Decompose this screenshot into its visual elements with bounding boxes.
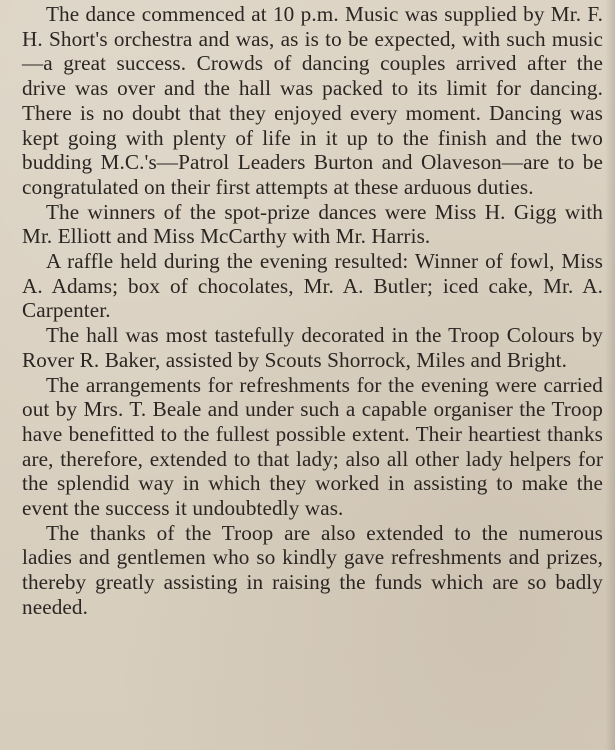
paragraph-refreshments: The arrangements for refreshments for the evening were carried out by Mrs. T. Beale and under such a capable organiser the Troop have benefitted to the fullest possible extent. Their heartiest thanks are, therefore, extended to that lady; also all other lady helpers for the splendid way in which they worked in assisting to make the event the success it undoubtedly was. <box>22 372 603 521</box>
paragraph-spot-prize-winners: The winners of the spot-prize dances were Miss H. Gigg with Mr. Elliott and Miss McCarthy with Mr. Harris. <box>22 199 603 249</box>
paragraph-dance: The dance commenced at 10 p.m. Music was supplied by Mr. F. H. Short's orchestra and was, as is to be expected, with such music—a great success. Crowds of dancing couples arrived after the drive was over and the hall was packed to its limit for dancing. There is no doubt that they enjoyed every moment. Dancing was kept going with plenty of life in it up to the finish and the two budding M.C.'s—Patrol Leaders Burton and Olaveson—are to be congratulated on their first attempts at these arduous duties. <box>22 2 603 199</box>
paragraph-thanks: The thanks of the Troop are also extended to the numerous ladies and gentlemen who so kindly gave refreshments and prizes, thereby greatly assisting in raising the funds which are so badly needed. <box>22 520 603 619</box>
paragraph-decorations: The hall was most tastefully decorated in the Troop Colours by Rover R. Baker, assisted by Scouts Shorrock, Miles and Bright. <box>22 323 603 372</box>
paragraph-raffle: A raffle held during the evening resulted: Winner of fowl, Miss A. Adams; box of chocolates, Mr. A. Butler; iced cake, Mr. A. Carpenter. <box>22 249 603 323</box>
page-edge-shadow <box>605 0 615 750</box>
